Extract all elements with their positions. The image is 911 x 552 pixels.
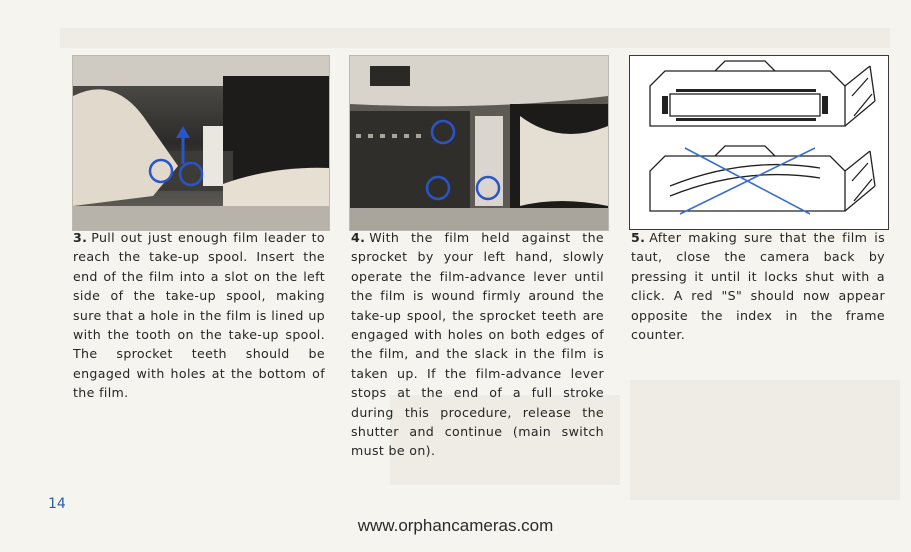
step-5-text xyxy=(631,228,885,344)
step-3-number: 3. xyxy=(73,230,88,245)
site-url: www.orphancameras.com xyxy=(357,516,554,535)
highlight-circle-icon xyxy=(180,163,202,185)
step-5-number: 5. xyxy=(631,230,646,245)
step-4-number: 4. xyxy=(351,230,366,245)
step-4-body: With the film held against the sprocket by your left hand, slowly operate the film-advance lever until the film is wound firmly around the take-up spool, the sprocket teeth are engaged with holes on both edges of the film, and the slack in the film is taken up. If the film-advance lever stops at the end of a full stroke during this procedure, release the shutter and continue (main switch must be on). xyxy=(351,230,604,459)
highlight-circle-icon xyxy=(150,160,172,182)
cross-out-icon xyxy=(680,148,815,214)
step-5-body: After making sure that the film is taut, close the camera back by pressing it until it locks shut with a click. A red "S" should now appear opposite the index in the frame counter. xyxy=(631,230,885,343)
step-5-illustration xyxy=(629,55,889,230)
show-through-top-band xyxy=(60,28,890,48)
step-3-text xyxy=(73,228,325,403)
step-4-text xyxy=(351,228,604,461)
step-4-photo xyxy=(349,55,609,231)
show-through-lower-right xyxy=(630,380,900,500)
highlight-circle-icon xyxy=(477,177,499,199)
highlight-circle-icon xyxy=(432,121,454,143)
step-3-photo xyxy=(72,55,330,231)
step-3-body: Pull out just enough film leader to reach the take-up spool. Insert the end of the film into a slot on the left side of the take-up spool, making sure that a hole in the film is lined up with the tooth on the take-up spool. The sprocket teeth should be engaged with holes at the bottom of the film. xyxy=(73,230,325,401)
page-number: 14 xyxy=(48,496,66,512)
arrow-up-icon xyxy=(176,126,190,164)
highlight-circle-icon xyxy=(427,177,449,199)
